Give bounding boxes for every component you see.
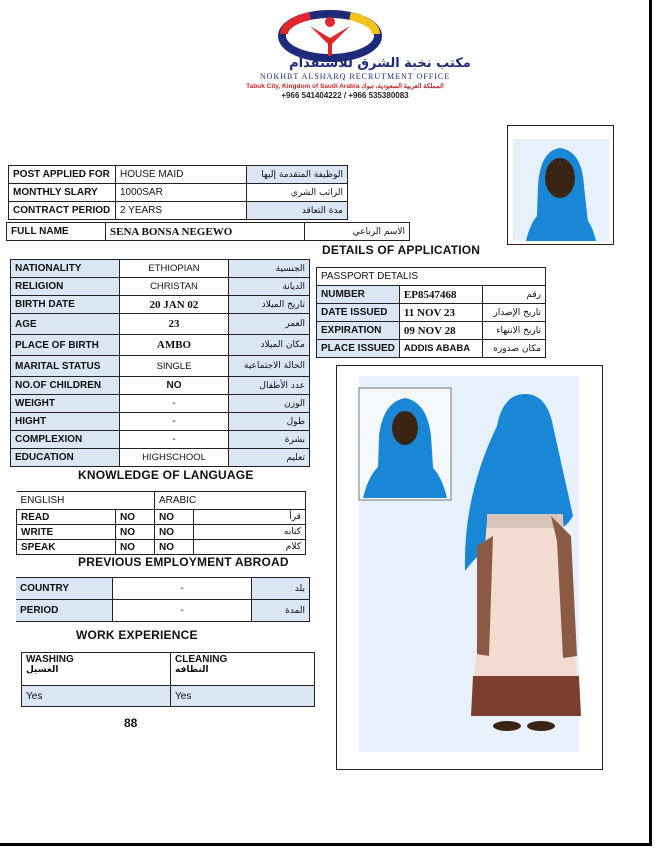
post-label-ar: مدة التعاقد (247, 202, 348, 220)
passport-row (317, 286, 546, 304)
personal-row (11, 395, 310, 413)
personal-label: COMPLEXION (11, 431, 120, 449)
personal-table (10, 259, 310, 467)
passport-row (317, 322, 546, 340)
personal-label-ar: تاريخ الميلاد (229, 296, 310, 314)
passport-label: NUMBER (317, 286, 400, 304)
passport-label-ar: رقم (482, 286, 545, 304)
personal-label-ar: مكان الميلاد (229, 335, 310, 356)
personal-row (11, 377, 310, 395)
full-body-photo-frame (336, 365, 603, 770)
passport-row (317, 304, 546, 322)
agency-logo (270, 8, 390, 63)
language-row (17, 540, 306, 555)
personal-label-ar: الجنسية (229, 260, 310, 278)
personal-row (11, 260, 310, 278)
full-name-value: SENA BONSA NEGEWO (106, 223, 305, 241)
personal-row (11, 449, 310, 467)
work-skill-en: WASHING (26, 654, 74, 665)
personal-label: NO.OF CHILDREN (11, 377, 120, 395)
passport-title: PASSPORT DETALIS (317, 268, 546, 286)
passport-label: EXPIRATION (317, 322, 400, 340)
post-row (9, 166, 348, 184)
post-label: MONTHLY SLARY (9, 184, 116, 202)
personal-label: EDUCATION (11, 449, 120, 467)
post-label-ar: الوظيفة المتقدمة إليها (247, 166, 348, 184)
passport-label-ar: تاريخ الإصدار (482, 304, 545, 322)
passport-label: PLACE ISSUED (317, 340, 400, 358)
portrait-photo (508, 126, 613, 244)
work-experience-heading: WORK EXPERIENCE (76, 628, 198, 642)
previous-label-ar: بلد (252, 578, 310, 600)
personal-value: 20 JAN 02 (120, 296, 229, 314)
personal-row (11, 314, 310, 335)
personal-row (11, 431, 310, 449)
language-row (17, 510, 306, 525)
personal-label-ar: طول (229, 413, 310, 431)
passport-value: EP8547468 (399, 286, 482, 304)
language-col-english: ENGLISH (17, 492, 155, 510)
work-skill-ar: النظافه (175, 665, 209, 675)
personal-row (11, 356, 310, 377)
personal-value: CHRISTAN (120, 278, 229, 296)
work-value: Yes (171, 686, 315, 707)
post-table (8, 165, 348, 220)
personal-value: - (120, 395, 229, 413)
passport-title-row (317, 268, 546, 286)
personal-row (11, 296, 310, 314)
agency-name-english: NOKHBT ALSHARQ RECRUTMENT OFFICE (259, 72, 451, 81)
personal-value: 23 (120, 314, 229, 335)
post-value: HOUSE MAID (116, 166, 247, 184)
personal-value: - (120, 413, 229, 431)
language-table (16, 491, 306, 555)
full-name-row (7, 223, 410, 241)
language-heading: KNOWLEDGE OF LANGUAGE (78, 468, 254, 482)
personal-value: AMBO (120, 335, 229, 356)
previous-label: COUNTRY (16, 578, 113, 600)
previous-employment-table (16, 577, 310, 622)
post-label-ar: الراتب الشري (247, 184, 348, 202)
personal-label-ar: الحالة الاجتماعية (229, 356, 310, 377)
language-arabic-value: NO (155, 540, 194, 555)
personal-label: WEIGHT (11, 395, 120, 413)
post-label: POST APPLIED FOR (9, 166, 116, 184)
portrait-photo-frame (507, 125, 614, 245)
passport-label-ar: تاريخ الانتهاء (482, 322, 545, 340)
post-value: 2 YEARS (116, 202, 247, 220)
personal-label: PLACE OF BIRTH (11, 335, 120, 356)
passport-value: 11 NOV 23 (399, 304, 482, 322)
previous-value: - (113, 578, 252, 600)
language-row (17, 525, 306, 540)
personal-label: AGE (11, 314, 120, 335)
post-row (9, 184, 348, 202)
previous-row (16, 600, 310, 622)
personal-label: NATIONALITY (11, 260, 120, 278)
reference-number: 88 (124, 716, 138, 730)
work-value-row (22, 686, 315, 707)
language-skill: WRITE (17, 525, 116, 540)
personal-row (11, 413, 310, 431)
work-skill-cleaning (171, 653, 315, 686)
personal-value: NO (120, 377, 229, 395)
work-skill-washing (22, 653, 171, 686)
details-heading: DETAILS OF APPLICATION (322, 243, 481, 257)
passport-value: ADDIS ABABA (399, 340, 482, 358)
personal-row (11, 278, 310, 296)
previous-value: - (113, 600, 252, 622)
passport-label-ar: مكان صدوره (482, 340, 545, 358)
previous-label: PERIOD (16, 600, 113, 622)
full-body-photo (337, 366, 602, 769)
agency-name-arabic: مكتب نخبة الشرق للاستقدام (289, 56, 471, 71)
agency-phones: +966 541404222 / +966 535380083 (281, 91, 409, 100)
personal-label-ar: بشرة (229, 431, 310, 449)
previous-employment-heading: PREVIOUS EMPLOYMENT ABROAD (78, 555, 289, 569)
passport-table (316, 267, 546, 358)
personal-value: HIGHSCHOOL (120, 449, 229, 467)
personal-value: SINGLE (120, 356, 229, 377)
personal-label-ar: العمر (229, 314, 310, 335)
language-skill-ar: قرأ (194, 510, 306, 525)
language-arabic-value: NO (155, 510, 194, 525)
language-skill-ar: كتابه (194, 525, 306, 540)
personal-label: MARITAL STATUS (11, 356, 120, 377)
personal-value: - (120, 431, 229, 449)
language-skill: READ (17, 510, 116, 525)
post-row (9, 202, 348, 220)
previous-label-ar: المدة (252, 600, 310, 622)
agency-location: Tabuk City, Kingdom of Saudi Arabia المملكة العربية السعودية، تبوك (246, 83, 444, 90)
language-arabic-value: NO (155, 525, 194, 540)
work-value: Yes (22, 686, 171, 707)
language-col-arabic: ARABIC (155, 492, 306, 510)
passport-row (317, 340, 546, 358)
work-header-row (22, 653, 315, 686)
work-skill-en: CLEANING (175, 654, 228, 665)
post-label: CONTRACT PERIOD (9, 202, 116, 220)
personal-label: HIGHT (11, 413, 120, 431)
personal-label: BIRTH DATE (11, 296, 120, 314)
full-name-label-ar: الاسم الرباعي (305, 223, 410, 241)
personal-label-ar: تعليم (229, 449, 310, 467)
full-name-table (6, 222, 410, 241)
personal-label-ar: الوزن (229, 395, 310, 413)
personal-label-ar: عدد الأطفال (229, 377, 310, 395)
personal-label: RELIGION (11, 278, 120, 296)
personal-label-ar: الديانة (229, 278, 310, 296)
language-english-value: NO (116, 540, 155, 555)
work-skill-ar: الغسيل (26, 665, 59, 675)
passport-label: DATE ISSUED (317, 304, 400, 322)
language-skill-ar: كلام (194, 540, 306, 555)
language-english-value: NO (116, 510, 155, 525)
full-name-label: FULL NAME (7, 223, 106, 241)
language-skill: SPEAK (17, 540, 116, 555)
personal-value: ETHIOPIAN (120, 260, 229, 278)
personal-row (11, 335, 310, 356)
language-english-value: NO (116, 525, 155, 540)
post-value: 1000SAR (116, 184, 247, 202)
previous-row (16, 578, 310, 600)
work-experience-table (21, 652, 315, 707)
passport-value: 09 NOV 28 (399, 322, 482, 340)
language-header-row (17, 492, 306, 510)
